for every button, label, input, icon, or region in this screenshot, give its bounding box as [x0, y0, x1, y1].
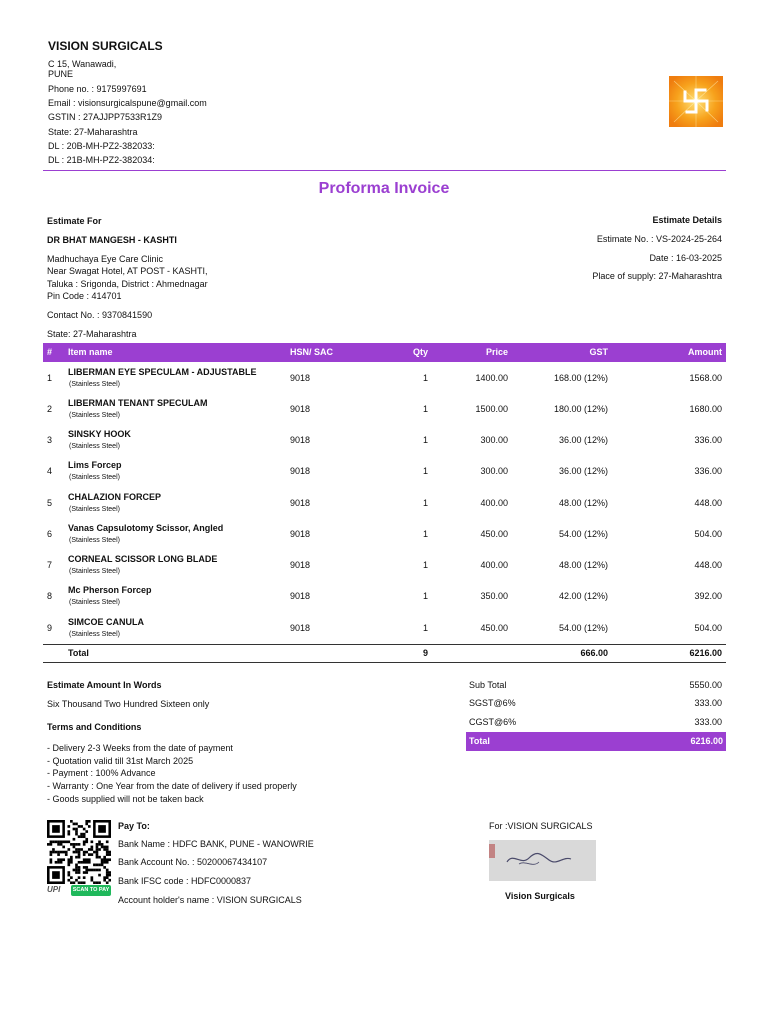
item-price: 300.00 — [480, 435, 508, 445]
total-qty: 9 — [422, 648, 428, 658]
item-hsn: 9018 — [290, 498, 311, 508]
item-name: Lims Forcep — [68, 460, 122, 470]
amount-words-text: Six Thousand Two Hundred Sixteen only — [47, 699, 210, 709]
row-number: 6 — [47, 529, 53, 539]
table-row — [43, 394, 726, 425]
signatory-name: Vision Surgicals — [505, 891, 575, 901]
terms-line: - Delivery 2-3 Weeks from the date of payment — [47, 743, 233, 753]
item-amount: 448.00 — [694, 560, 722, 570]
item-gst: 36.00 (12%) — [558, 435, 608, 445]
item-amount: 504.00 — [694, 529, 722, 539]
total-label: Total — [68, 648, 89, 658]
col-qty: Qty — [412, 347, 428, 357]
item-hsn: 9018 — [290, 373, 311, 383]
item-qty: 1 — [422, 529, 428, 539]
customer-address-line1: Madhuchaya Eye Care Clinic — [47, 254, 164, 264]
for-company-label: For :VISION SURGICALS — [489, 821, 593, 831]
row-number: 3 — [47, 435, 53, 445]
estimate-for-heading: Estimate For — [47, 216, 102, 226]
pay-to-heading: Pay To: — [118, 821, 150, 831]
table-total-row — [43, 645, 726, 662]
customer-pin: Pin Code : 414701 — [47, 291, 122, 301]
seller-dl1: DL : 20B-MH-PZ2-382033: — [48, 141, 155, 151]
row-number: 4 — [47, 466, 53, 476]
item-qty: 1 — [422, 591, 428, 601]
bank-account-number: Bank Account No. : 50200067434107 — [118, 857, 268, 867]
terms-line: - Warranty : One Year from the date of delivery if used properly — [47, 781, 297, 792]
estimate-number: Estimate No. : VS-2024-25-264 — [596, 234, 722, 244]
item-gst: 168.00 (12%) — [553, 373, 608, 383]
item-name: LIBERMAN EYE SPECULAM - ADJUSTABLE — [68, 367, 257, 377]
seller-state: State: 27-Maharashtra — [48, 127, 138, 137]
item-description: (Stainless Steel) — [69, 537, 120, 544]
item-price: 1500.00 — [475, 404, 508, 414]
item-qty: 1 — [422, 404, 428, 414]
scan-to-pay-badge: SCAN TO PAY — [71, 885, 111, 896]
item-name: Vanas Capsulotomy Scissor, Angled — [68, 523, 224, 533]
item-hsn: 9018 — [290, 560, 311, 570]
table-row — [43, 363, 726, 394]
item-amount: 448.00 — [694, 498, 722, 508]
item-price: 400.00 — [480, 498, 508, 508]
item-qty: 1 — [422, 466, 428, 476]
item-gst: 42.00 (12%) — [558, 591, 608, 601]
seller-address-line2: PUNE — [48, 69, 74, 79]
item-amount: 336.00 — [694, 466, 722, 476]
customer-state: State: 27-Maharashtra — [47, 329, 137, 339]
item-name: CHALAZION FORCEP — [68, 492, 161, 502]
item-amount: 1568.00 — [689, 373, 722, 383]
item-description: (Stainless Steel) — [69, 474, 120, 481]
item-hsn: 9018 — [290, 623, 311, 633]
terms-line: - Quotation valid till 31st March 2025 — [47, 755, 194, 766]
item-qty: 1 — [422, 560, 428, 570]
seller-email: Email : visionsurgicalspune@gmail.com — [48, 98, 207, 108]
customer-contact: Contact No. : 9370841590 — [47, 310, 153, 320]
seller-phone: Phone no. : 9175997691 — [48, 84, 147, 94]
company-name: VISION SURGICALS — [48, 39, 163, 53]
row-number: 1 — [47, 373, 53, 383]
item-price: 450.00 — [480, 529, 508, 539]
col-price: Price — [485, 347, 508, 357]
item-price: 300.00 — [480, 466, 508, 476]
item-description: (Stainless Steel) — [69, 443, 120, 450]
item-hsn: 9018 — [290, 591, 311, 601]
item-qty: 1 — [422, 373, 428, 383]
table-row — [43, 581, 726, 612]
items-table-header — [43, 343, 726, 362]
subtotal-label: Sub Total — [469, 680, 507, 690]
item-gst: 48.00 (12%) — [558, 498, 608, 508]
estimate-details-heading: Estimate Details — [652, 215, 722, 225]
item-description: (Stainless Steel) — [69, 506, 120, 513]
estimate-date: Date : 16-03-2025 — [649, 253, 722, 263]
item-description: (Stainless Steel) — [69, 599, 120, 606]
item-gst: 48.00 (12%) — [558, 560, 608, 570]
seller-address-line1: C 15, Wanawadi, — [48, 59, 117, 69]
col-item-name: Item name — [68, 347, 113, 357]
item-name: CORNEAL SCISSOR LONG BLADE — [68, 554, 218, 564]
item-amount: 1680.00 — [689, 404, 722, 414]
item-description: (Stainless Steel) — [69, 412, 120, 419]
item-gst: 180.00 (12%) — [553, 404, 608, 414]
col-gst: GST — [589, 347, 608, 357]
item-description: (Stainless Steel) — [69, 631, 120, 638]
item-name: Mc Pherson Forcep — [68, 585, 152, 595]
item-qty: 1 — [422, 498, 428, 508]
item-description: (Stainless Steel) — [69, 568, 120, 575]
subtotal-value: 5550.00 — [689, 680, 722, 690]
item-hsn: 9018 — [290, 466, 311, 476]
row-number: 8 — [47, 591, 53, 601]
item-name: SINSKY HOOK — [68, 429, 131, 439]
table-row — [43, 425, 726, 456]
customer-name: DR BHAT MANGESH - KASHTI — [47, 235, 177, 245]
col-number: # — [47, 347, 53, 357]
terms-heading: Terms and Conditions — [47, 722, 142, 732]
col-amount: Amount — [688, 347, 722, 357]
amount-words-heading: Estimate Amount In Words — [47, 680, 162, 690]
document-title: Proforma Invoice — [318, 180, 450, 197]
item-hsn: 9018 — [290, 529, 311, 539]
cgst-label: CGST@6% — [469, 717, 517, 727]
terms-line: - Goods supplied will not be taken back — [47, 793, 204, 804]
item-amount: 392.00 — [694, 591, 722, 601]
customer-address-line2: Near Swagat Hotel, AT POST - KASHTI, — [47, 266, 208, 276]
item-amount: 504.00 — [694, 623, 722, 633]
signature-image — [489, 840, 596, 881]
table-row — [43, 613, 726, 644]
header-divider — [43, 170, 726, 171]
item-qty: 1 — [422, 623, 428, 633]
item-gst: 54.00 (12%) — [558, 623, 608, 633]
grand-total-bar — [466, 732, 726, 751]
seller-dl2: DL : 21B-MH-PZ2-382034: — [48, 155, 155, 165]
table-total-bottom-rule — [43, 662, 726, 663]
customer-address-line3: Taluka : Srigonda, District : Ahmednagar — [47, 279, 208, 289]
item-description: (Stainless Steel) — [69, 381, 120, 388]
item-price: 450.00 — [480, 623, 508, 633]
table-row — [43, 456, 726, 487]
total-gst: 666.00 — [580, 648, 608, 658]
seller-gstin: GSTIN : 27AJJPP7533R1Z9 — [48, 112, 163, 122]
item-price: 350.00 — [480, 591, 508, 601]
row-number: 5 — [47, 498, 53, 508]
bank-ifsc: Bank IFSC code : HDFC0000837 — [118, 876, 252, 886]
grand-total-value: 6216.00 — [690, 736, 723, 746]
item-price: 1400.00 — [475, 373, 508, 383]
qr-code-icon — [47, 820, 111, 884]
terms-line: - Payment : 100% Advance — [47, 768, 156, 779]
place-of-supply: Place of supply: 27-Maharashtra — [592, 271, 722, 281]
row-number: 7 — [47, 560, 53, 570]
item-gst: 36.00 (12%) — [558, 466, 608, 476]
cgst-value: 333.00 — [694, 717, 722, 727]
table-row — [43, 519, 726, 550]
item-hsn: 9018 — [290, 435, 311, 445]
bank-name: Bank Name : HDFC BANK, PUNE - WANOWRIE — [118, 839, 314, 849]
account-holder: Account holder's name : VISION SURGICALS — [118, 895, 302, 905]
item-amount: 336.00 — [694, 435, 722, 445]
row-number: 9 — [47, 623, 53, 633]
row-number: 2 — [47, 404, 53, 414]
col-hsn: HSN/ SAC — [290, 347, 334, 357]
sgst-value: 333.00 — [694, 698, 722, 708]
terms-list — [47, 742, 297, 806]
item-qty: 1 — [422, 435, 428, 445]
total-amount: 6216.00 — [689, 648, 722, 658]
upi-logo-icon: UPI — [47, 885, 61, 894]
item-hsn: 9018 — [290, 404, 311, 414]
swastika-logo-icon — [669, 76, 723, 127]
table-row — [43, 488, 726, 519]
item-price: 400.00 — [480, 560, 508, 570]
grand-total-label: Total — [469, 736, 490, 746]
item-name: LIBERMAN TENANT SPECULAM — [68, 398, 208, 408]
sgst-label: SGST@6% — [469, 698, 516, 708]
table-row — [43, 550, 726, 581]
item-gst: 54.00 (12%) — [558, 529, 608, 539]
item-name: SIMCOE CANULA — [68, 617, 144, 627]
